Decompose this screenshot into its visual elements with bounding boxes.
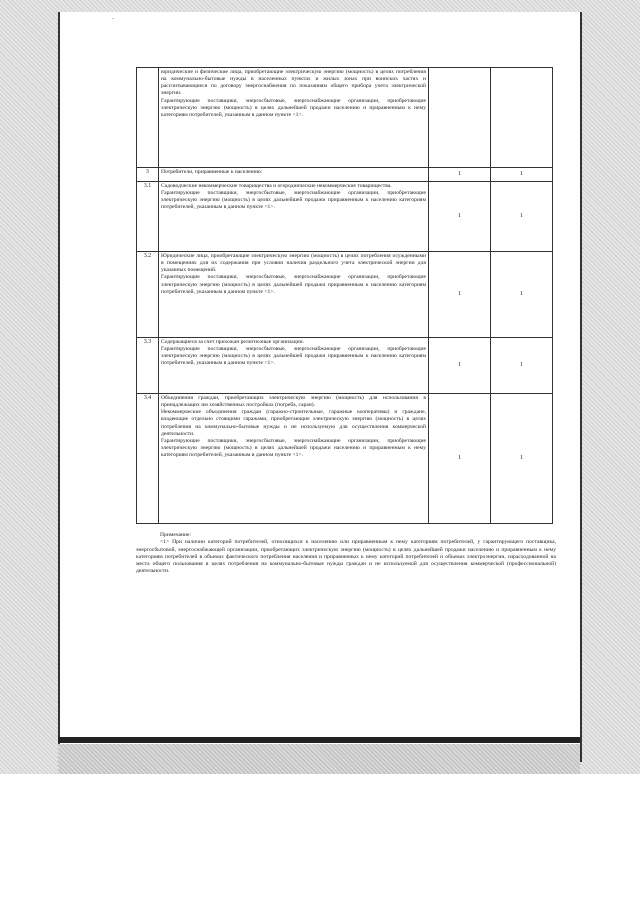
row-value-2: 1 [491,252,553,338]
row-number: 3 [137,168,159,182]
row-paragraph: Гарантирующие поставщики, энергосбытовые, энергоснабжающие организации, приобретающие электрическую энергию (мощность) в целях дальнейшей продажи населению и приравненным к нему категориям потребителей, указанным в данном пункте <1>. [161,437,426,459]
footnote-section [136,532,556,576]
row-paragraph: Объединения граждан, приобретающих электрическую энергию (мощность) для использования в принадлежащих им хозяйственных постройках (погреба, сараи). [161,395,426,409]
table-row [137,252,553,338]
row-number: 3.4 [137,394,159,524]
row-number: 3.2 [137,252,159,338]
row-paragraph: Садоводческие некоммерческие товарищества и огороднические некоммерческие товарищества. [161,183,392,189]
row-paragraph: Гарантирующие поставщики, энергосбытовые, энергоснабжающие организации, приобретающие электрическую энергию (мощность) в целях дальнейшей продажи приравненным к населению категориям потребителей, указанным в данном пункте <1>. [161,274,426,295]
row-description [159,394,429,524]
row-number [137,68,159,168]
row-value-2: 1 [491,394,553,524]
table-row [137,182,553,252]
table-row [137,168,553,182]
row-number: 3.1 [137,182,159,252]
row-value-1: 1 [429,338,491,394]
row-value-1: 1 [429,182,491,252]
table-row [137,68,553,168]
row-value-1: 1 [429,168,491,182]
row-value-2: 1 [491,168,553,182]
row-value-2 [491,68,553,168]
row-paragraph: Гарантирующие поставщики, энергосбытовые, энергоснабжающие организации, приобретающие электрическую энергию (мощность) в целях дальнейшей продажи населению и приравненным к нему категориям потребителей, указанным в данном пункте <1>. [161,97,426,118]
page-bottom-rule [58,737,580,743]
table-row [137,394,553,524]
row-description [159,252,429,338]
row-paragraph: Гарантирующие поставщики, энергосбытовые, энергоснабжающие организации, приобретающие электрическую энергию (мощность) в целях дальнейшей продажи приравненным к населению категориям потребителей, указанным в данном пункте <1>. [161,190,426,211]
tariff-table [136,67,553,524]
row-paragraph: юридические и физические лица, приобретающие электрическую энергию (мощность) в целях потребления на коммунально-бытовые нужды в населенных пунктах и жилых зонах при воинских частях и рассчитывающиеся по договору энергоснабжения по показаниям общего прибора учета электрической энергии. [161,69,426,97]
row-value-2: 1 [491,182,553,252]
row-value-1: 1 [429,394,491,524]
row-number: 3.3 [137,338,159,394]
row-description [159,168,429,182]
footnote-title: Примечание: [160,532,192,538]
row-description [159,68,429,168]
row-paragraph: Содержащиеся за счет прихожан религиозные организации. [161,339,305,345]
row-description [159,338,429,394]
row-value-1: 1 [429,252,491,338]
scan-mark: - [112,16,114,22]
row-paragraph: Гарантирующие поставщики, энергосбытовые, энергоснабжающие организации, приобретающие электрическую энергию (мощность) в целях дальнейшей продажи приравненным к населению категориям потребителей, указанным в данном пункте <1>. [161,346,426,367]
blank-lower-area [0,774,640,905]
row-paragraph: Потребители, приравненные к населению: [161,169,263,175]
row-value-1 [429,68,491,168]
row-paragraph: Юридические лица, приобретающие электрическую энергию (мощность) в целях потребления осужденными в помещениях для их содержания при условии наличия раздельного учета электрической энергии для указанных помещений. [161,253,426,274]
row-description [159,182,429,252]
row-paragraph: Некоммерческие объединения граждан (гаражно-строительные, гаражные кооперативы) и граждане, владеющие отдельно стоящими гаражами, приобретающие электрическую энергию (мощность) в целях потребления на коммунально-бытовые нужды и не используемую для осуществления коммерческой деятельности. [161,409,426,437]
row-value-2: 1 [491,338,553,394]
scan-bottom-strip [58,744,580,774]
table-row [137,338,553,394]
footnote-text: <1> При наличии категорий потребителей, относящихся к населению или приравненным к нему категориям потребителей, у гарантирующего поставщика, энергосбытовой, энергоснабжающей организации, приобретающих электрическую энергию (мощность) в целях дальнейшей продажи населению и приравненным к нему категориям потребителей в объемах фактического потребления населения и приравненных к нему категорий потребителей и объемах электроэнергии, израсходованной на места общего пользования в целях потребления на коммунально-бытовые нужды граждан и не используемой для осуществления коммерческой (профессиональной) деятельности. [136,539,556,575]
